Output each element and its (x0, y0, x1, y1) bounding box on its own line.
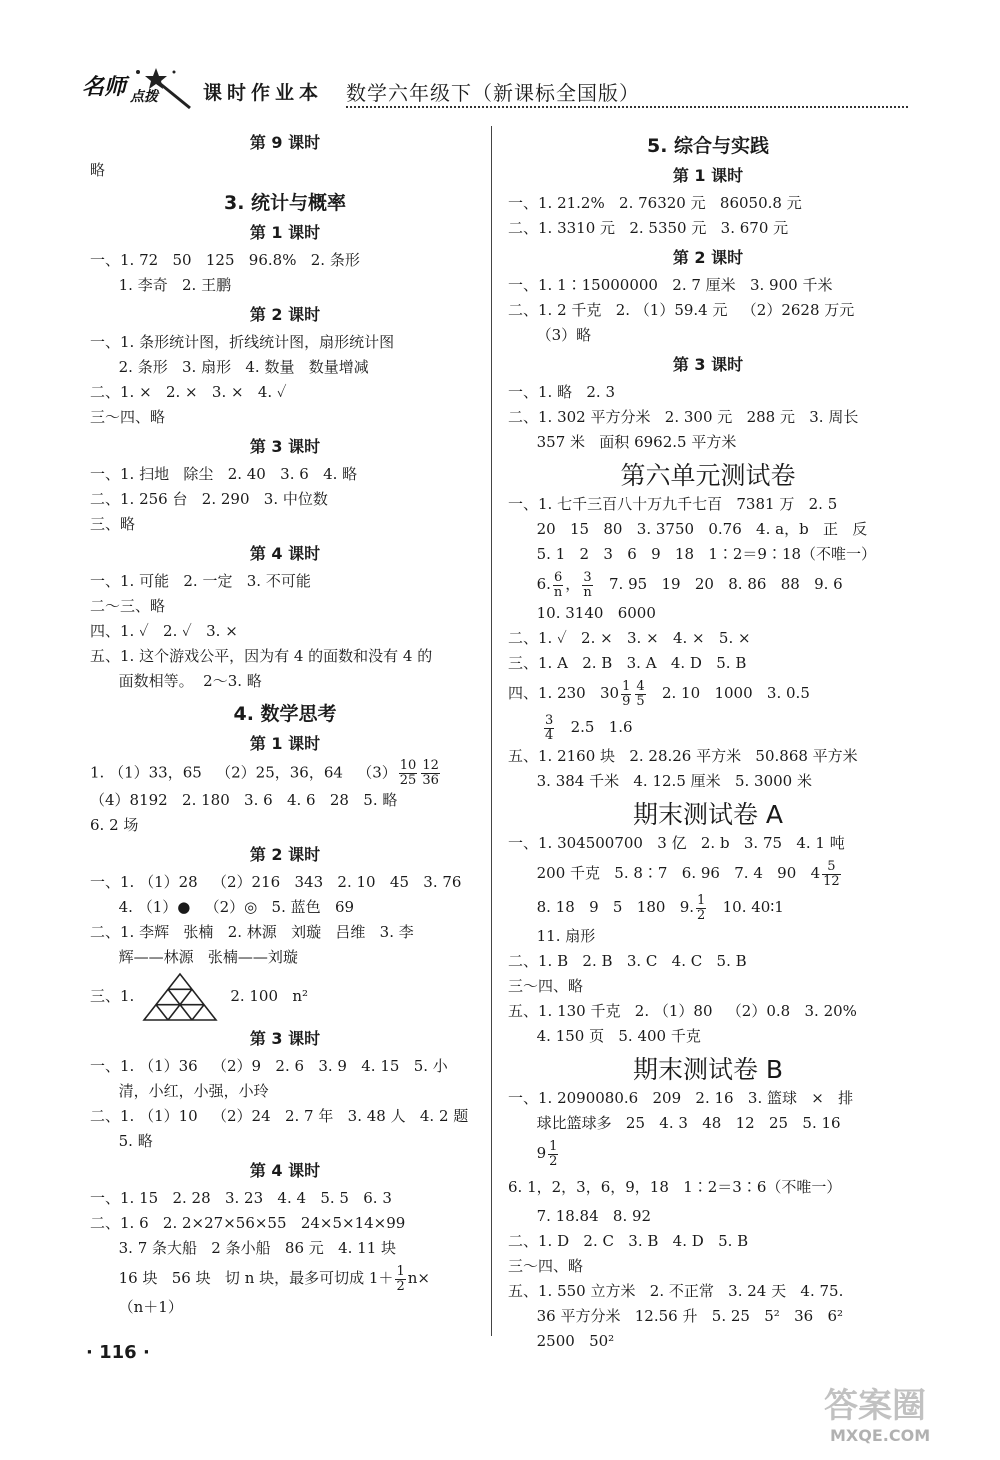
answer-text: 9 (508, 1144, 547, 1162)
answer-text: 四、1. 230 30 (508, 684, 620, 702)
answer-line: 三、略 (90, 515, 136, 533)
fraction (635, 680, 645, 709)
answer-line: 一、1. 条形统计图，折线统计图，扇形统计图 (90, 333, 395, 351)
fraction-numerator: 1 (697, 892, 706, 908)
fraction (548, 1140, 558, 1169)
answer-line: 一、1. 1∶15000000 2. 7 厘米 3. 900 千米 (508, 276, 833, 294)
answer-line: 五、1. 130 千克 2. （1）80 （2）0.8 3. 20% (508, 1002, 857, 1020)
fraction-numerator: 10 (399, 758, 417, 773)
answer-line: 二、1. ✓ 2. × 3. × 4. × 5. × (508, 629, 751, 647)
fraction-numerator: 1 (396, 1263, 405, 1279)
answer-line: 一、1. 可能 2. 一定 3. 不可能 (90, 572, 311, 590)
answer-text: 2. 10 1000 3. 0.5 (647, 684, 810, 702)
answer-line: 6. 2 场 (90, 816, 139, 834)
answer-line (508, 710, 908, 744)
fraction-numerator: 3 (545, 712, 554, 728)
lesson-title: 第 1 课时 (672, 166, 744, 185)
fraction (395, 1265, 405, 1294)
fraction (421, 759, 440, 788)
lesson-title: 第 2 课时 (249, 305, 321, 324)
logo-sub-text: 点拨 (130, 89, 158, 105)
answer-line: 球比篮球多 25 4. 3 48 12 25 5. 16 (508, 1114, 841, 1132)
answer-line: 四、1. ✓ 2. ✓ 3. × (90, 622, 238, 640)
publisher-logo (78, 64, 198, 110)
answer-text: 2.5 1.6 (556, 718, 633, 736)
answer-line: 一、1. （1）36 （2）9 2. 6 3. 9 4. 15 5. 小 (90, 1057, 448, 1075)
answer-line: 二、1. B 2. B 3. C 4. C 5. B (508, 952, 747, 970)
answer-line: （3）略 (508, 326, 592, 344)
answer-line: 一、1. 七千三百八十万九千七百 7381 万 2. 5 (508, 495, 838, 513)
answer-line: 7. 18.84 8. 92 (508, 1207, 652, 1225)
lesson-title: 第 2 课时 (672, 248, 744, 267)
answer-line: 一、1. 2090080.6 209 2. 16 3. 篮球 × 排 (508, 1089, 854, 1107)
answer-line: 五、1. 2160 块 2. 28.26 平方米 50.868 平方米 (508, 747, 858, 765)
answer-line: 二、1. D 2. C 3. B 4. D 5. B (508, 1232, 749, 1250)
answer-text: n× (407, 1269, 430, 1287)
answer-line (508, 856, 908, 890)
answer-line: 3. 384 千米 4. 12.5 厘米 5. 3000 米 (508, 772, 812, 790)
answer-line: 二、1. 李辉 张楠 2. 林源 刘璇 吕维 3. 李 (90, 923, 414, 941)
fraction-denominator: 9 (622, 693, 631, 709)
answer-line: 一、1. 略 2. 3 (508, 383, 616, 401)
section-title: 5. 综合与实践 (646, 135, 770, 157)
lesson-title: 第 3 课时 (672, 355, 744, 374)
answer-line: 二、1. 6 2. 2×27×56×55 24×5×14×99 (90, 1214, 406, 1232)
answer-line (90, 1261, 480, 1295)
fraction (553, 571, 563, 600)
answer-line: 略 (90, 161, 106, 179)
fraction-denominator: 5 (636, 693, 645, 709)
fraction-denominator: 4 (545, 727, 554, 743)
answer-line: 357 米 面积 6962.5 平方米 (508, 433, 737, 451)
fraction (582, 571, 592, 600)
answer-line: 五、1. 这个游戏公平，因为有 4 的面数和没有 4 的 (90, 647, 433, 665)
answer-line: 五、1. 550 立方米 2. 不正常 3. 24 天 4. 75. (508, 1282, 844, 1300)
answer-line: 三、1. A 2. B 3. A 4. D 5. B (508, 654, 747, 672)
fraction-denominator: 2 (549, 1153, 558, 1169)
answer-line: 清，小红，小强，小玲 (90, 1082, 269, 1100)
answer-line: 10. 3140 6000 (508, 604, 656, 622)
test-title: 期末测试卷 B (632, 1055, 784, 1084)
answer-text: 10. 40∶1 (708, 898, 784, 916)
answer-line: 一、1. 304500700 3 亿 2. b 3. 75 4. 1 吨 (508, 834, 845, 852)
answer-line: 20 15 80 3. 3750 0.76 4. a，b 正 反 (508, 520, 868, 538)
answer-line (508, 676, 908, 710)
answer-line (508, 890, 908, 924)
answer-line: 二、1. 256 台 2. 290 3. 中位数 (90, 490, 328, 508)
test-title: 第六单元测试卷 (620, 461, 796, 490)
page-header (78, 64, 908, 114)
answer-text: 6. 1，2，3，6，9，18 1∶2＝3∶6（不唯一） (508, 1144, 842, 1196)
test-title: 期末测试卷 A (632, 800, 784, 829)
lesson-title: 第 3 课时 (249, 437, 321, 456)
page-number: · 116 · (86, 1342, 150, 1363)
fraction (544, 714, 554, 743)
lesson-title: 第 1 课时 (249, 223, 321, 242)
answer-line (90, 970, 480, 1022)
answer-line: 36 平方分米 12.56 升 5. 25 5² 36 6² (508, 1307, 844, 1325)
answer-line: 2. 条形 3. 扇形 4. 数量 数量增减 (90, 358, 369, 376)
answer-line: 1. 李奇 2. 王鹏 (90, 276, 232, 294)
fraction-numerator: 1 (549, 1138, 558, 1154)
fraction (696, 894, 706, 923)
answer-line: 一、1. 扫地 除尘 2. 40 3. 6 4. 略 (90, 465, 358, 483)
fraction-numerator: 5 (822, 860, 841, 875)
answer-line: （4）8192 2. 180 3. 6 4. 6 28 5. 略 (90, 791, 398, 809)
fraction-numerator: 1 (622, 678, 631, 694)
answer-text: 三、1. (90, 987, 135, 1005)
answer-text: 1. （1）33，65 （2）25，36，64 （3） (90, 763, 397, 782)
answer-line: （n＋1） (90, 1298, 183, 1316)
answer-line: 11. 扇形 (508, 927, 596, 945)
answer-line (508, 1136, 908, 1204)
answer-line: 二、1. （1）10 （2）24 2. 7 年 3. 48 人 4. 2 题 (90, 1107, 469, 1125)
fraction (399, 759, 418, 788)
triangle-grid-icon (142, 972, 218, 1022)
answer-line: 二、1. 3310 元 2. 5350 元 3. 670 元 (508, 219, 789, 237)
lesson-title: 第 9 课时 (249, 133, 321, 152)
answer-line: 三～四、略 (90, 408, 166, 426)
section-title: 3. 统计与概率 (223, 192, 347, 214)
answer-text: 200 千克 5. 8∶7 6. 96 7. 4 90 4 (508, 864, 821, 882)
answer-line: 二、1. 2 千克 2. （1）59.4 元 （2）2628 万元 (508, 301, 855, 319)
lesson-title: 第 4 课时 (249, 544, 321, 563)
fraction (621, 680, 631, 709)
fraction-denominator: 25 (399, 773, 417, 788)
answer-text: 2. 100 n² (230, 987, 309, 1005)
section-title: 4. 数学思考 (233, 703, 337, 725)
header-rule (346, 106, 908, 108)
answer-line: 三～四、略 (508, 1257, 584, 1275)
fraction-denominator: 12 (823, 873, 840, 889)
logo-main-text: 名师 (82, 74, 127, 100)
answer-text: 6. (508, 575, 551, 593)
answer-line (90, 759, 480, 788)
column-divider (491, 126, 492, 1336)
answer-line: 一、1. 15 2. 28 3. 23 4. 4 5. 5 6. 3 (90, 1189, 392, 1207)
answer-text: 7. 95 19 20 8. 86 88 9. 6 (594, 575, 843, 593)
answer-text: 8. 18 9 5 180 9. (508, 898, 695, 916)
watermark-brand: 答案圈 (824, 1386, 926, 1426)
fraction-denominator: 2 (396, 1278, 405, 1294)
fraction-denominator: n (583, 584, 592, 600)
answer-line: 一、1. 21.2% 2. 76320 元 86050.8 元 (508, 194, 802, 212)
fraction-numerator: 6 (553, 569, 563, 585)
answer-line: 6. $\frac{6}{n}$ ， $\frac{3}{n}$ 7. 95 19 20 8. 86 88 9. 6 (508, 569, 843, 600)
lesson-title: 第 3 课时 (249, 1029, 321, 1048)
fraction-numerator: 12 (422, 758, 439, 773)
left-column (90, 126, 480, 1320)
answer-line: 二、1. × 2. × 3. × 4. ✓ (90, 383, 287, 401)
answer-line: 一、1. 72 50 125 96.8% 2. 条形 (90, 251, 360, 269)
fraction-denominator: 2 (697, 907, 706, 923)
answer-line: 5. 略 (90, 1132, 153, 1150)
watermark-url: MXQE.COM (830, 1426, 931, 1445)
answer-line: 二～三、略 (90, 597, 166, 615)
book-title: 课时作业本 (203, 82, 324, 104)
fraction-denominator: n (553, 584, 563, 600)
fraction-numerator: 4 (636, 678, 645, 694)
right-column (508, 126, 908, 1354)
book-subtitle: 数学六年级下（新课标全国版） (346, 81, 640, 105)
answer-line: 4. 150 页 5. 400 千克 (508, 1027, 701, 1045)
lesson-title: 第 1 课时 (249, 734, 321, 753)
answer-line: 三～四、略 (508, 977, 584, 995)
answer-line: 3. 7 条大船 2 条小船 86 元 4. 11 块 (90, 1239, 397, 1257)
answer-line: 二、1. 302 平方分米 2. 300 元 288 元 3. 周长 (508, 408, 859, 426)
answer-text: 16 块 56 块 切 n 块，最多可切成 1＋ (90, 1269, 394, 1287)
answer-line: 一、1. （1）28 （2）216 343 2. 10 45 3. 76 (90, 873, 462, 891)
fraction-denominator: 36 (422, 773, 439, 788)
answer-line: 2500 50² (508, 1332, 615, 1350)
lesson-title: 第 2 课时 (249, 845, 321, 864)
lesson-title: 第 4 课时 (249, 1161, 321, 1180)
answer-line: 辉——林源 张楠——刘璇 (90, 948, 298, 966)
fraction-numerator: 3 (583, 569, 592, 585)
fraction (822, 860, 841, 889)
triangle-grid-figure (142, 972, 218, 1022)
answer-line: 5. 1 2 3 6 9 18 1∶2＝9∶18（不唯一） (508, 545, 877, 563)
watermark (818, 1376, 968, 1456)
answer-line: 4. （1）● （2）◎ 5. 蓝色 69 (90, 898, 355, 916)
answer-line: 面数相等。 2～3. 略 (90, 672, 262, 690)
